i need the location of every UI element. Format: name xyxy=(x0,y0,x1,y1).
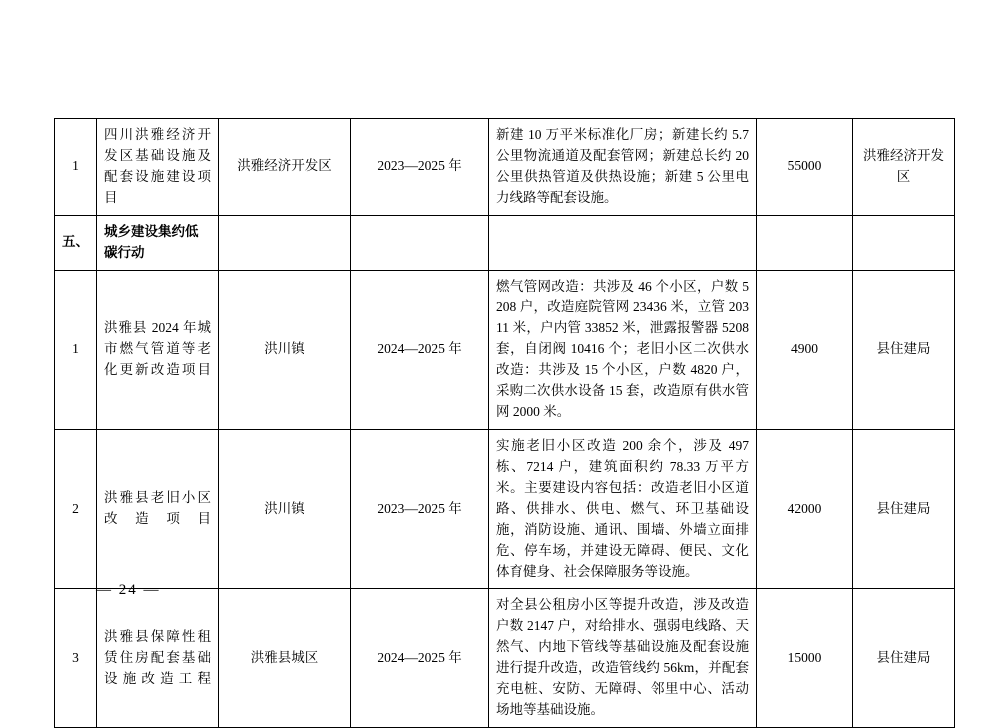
row-place: 洪雅县城区 xyxy=(219,589,351,728)
row-period: 2024—2025 年 xyxy=(351,270,489,429)
row-content: 新建 10 万平米标准化厂房；新建长约 5.7 公里物流通道及配套管网；新建总长约 20 公里供热管道及供热设施；新建 5 公里电力线路等配套设施。 xyxy=(489,119,757,216)
row-no: 2 xyxy=(55,429,97,588)
section-investment xyxy=(757,215,853,270)
section-no: 五、 xyxy=(55,215,97,270)
table-row xyxy=(55,270,955,429)
row-project-name: 洪雅县保障性租赁住房配套基础设施改造工程 xyxy=(97,589,219,728)
row-place: 洪雅经济开发区 xyxy=(219,119,351,216)
row-investment: 55000 xyxy=(757,119,853,216)
row-no: 1 xyxy=(55,270,97,429)
row-content: 对全县公租房小区等提升改造，涉及改造户数 2147 户，对给排水、强弱电线路、天然气、内地下管线等基础设施及配套设施进行提升改造，改造管线约 56km，并配套充电桩、安防、无障碍、邻里中心、活动场地等基础设施。 xyxy=(489,589,757,728)
row-responsible-unit: 洪雅经济开发区 xyxy=(853,119,955,216)
row-content: 实施老旧小区改造 200 余个，涉及 497 栋、7214 户，建筑面积约 78.33 万平方米。主要建设内容包括：改造老旧小区道路、供排水、供电、燃气、环卫基础设施，消防设施、通讯、围墙、外墙立面排危、停车场，并建设无障碍、便民、文化体育健身、社会保障服务等设施。 xyxy=(489,429,757,588)
row-project-name: 四川洪雅经济开发区基础设施及配套设施建设项目 xyxy=(97,119,219,216)
row-responsible-unit: 县住建局 xyxy=(853,589,955,728)
row-place: 洪川镇 xyxy=(219,429,351,588)
section-period xyxy=(351,215,489,270)
row-responsible-unit: 县住建局 xyxy=(853,429,955,588)
row-period: 2023—2025 年 xyxy=(351,119,489,216)
row-place: 洪川镇 xyxy=(219,270,351,429)
table-section-row xyxy=(55,215,955,270)
row-project-name: 洪雅县 2024 年城市燃气管道等老化更新改造项目 xyxy=(97,270,219,429)
section-title: 城乡建设集约低碳行动 xyxy=(97,215,219,270)
project-table xyxy=(54,118,955,728)
section-responsible-unit xyxy=(853,215,955,270)
row-responsible-unit: 县住建局 xyxy=(853,270,955,429)
section-content xyxy=(489,215,757,270)
row-investment: 15000 xyxy=(757,589,853,728)
table-row xyxy=(55,429,955,588)
page-number: — 24 — xyxy=(96,582,161,598)
row-period: 2024—2025 年 xyxy=(351,589,489,728)
row-project-name: 洪雅县老旧小区改造项目 xyxy=(97,429,219,588)
row-content: 燃气管网改造：共涉及 46 个小区，户数 5208 户，改造庭院管网 23436 米，立管 20311 米，户内管 33852 米，泄露报警器 5208 套，自闭阀 10416 个；老旧小区二次供水改造：共涉及 15 个小区，户数 4820 户，采购二次供水设备 15 套，改造原有供水管网 2000 米。 xyxy=(489,270,757,429)
table-row xyxy=(55,119,955,216)
row-investment: 4900 xyxy=(757,270,853,429)
section-place xyxy=(219,215,351,270)
row-period: 2023—2025 年 xyxy=(351,429,489,588)
row-investment: 42000 xyxy=(757,429,853,588)
row-no: 1 xyxy=(55,119,97,216)
row-no: 3 xyxy=(55,589,97,728)
